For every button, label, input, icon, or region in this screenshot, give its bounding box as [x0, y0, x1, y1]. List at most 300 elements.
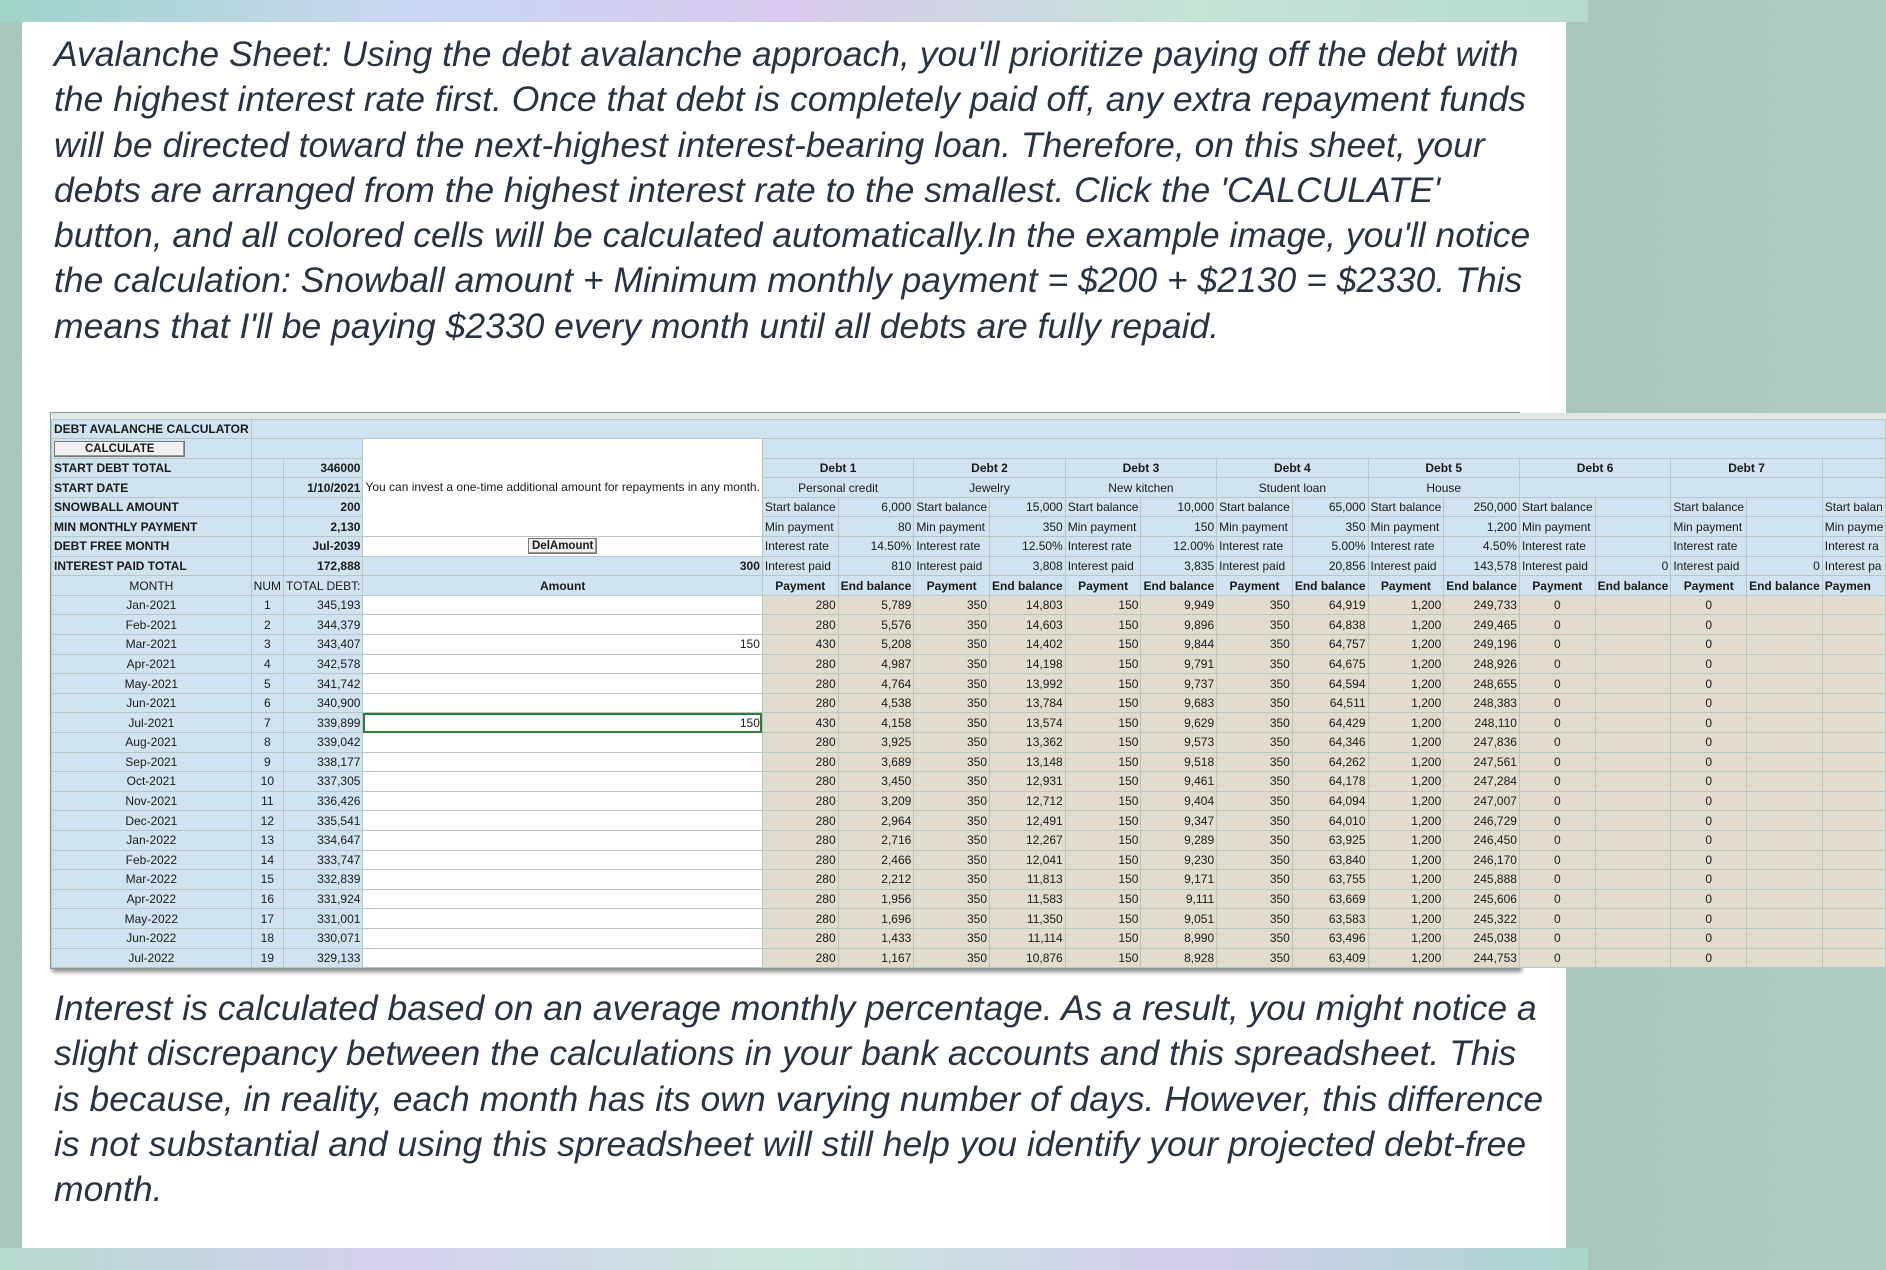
payment-cell: 0 [1671, 909, 1747, 929]
blank-cell [1822, 458, 1886, 478]
payment-cell: 350 [1217, 948, 1293, 968]
payment-cell: 0 [1519, 830, 1595, 850]
payment-cell: 0 [1519, 811, 1595, 831]
debt-field-value[interactable]: 3,808 [990, 556, 1066, 576]
debt-field-value[interactable]: 0 [1595, 556, 1671, 576]
num-cell: 9 [251, 752, 283, 772]
table-row [52, 693, 1886, 713]
summary-value[interactable]: 346000 [283, 458, 362, 478]
payment-cell: 350 [1217, 811, 1293, 831]
table-row [52, 830, 1886, 850]
debt-field-label: Start balance [1368, 497, 1444, 517]
amount-input-cell[interactable] [363, 615, 762, 635]
debt-field-value[interactable]: 0 [1747, 556, 1823, 576]
end-balance-cell: 63,583 [1292, 909, 1368, 929]
payment-cell: 350 [1217, 674, 1293, 694]
total-debt-cell: 331,001 [283, 909, 362, 929]
end-balance-cell: 245,888 [1444, 870, 1520, 890]
payment-cell: 0 [1519, 752, 1595, 772]
payment-cell: 0 [1671, 654, 1747, 674]
payment-cell: 0 [1519, 654, 1595, 674]
month-cell: Jul-2021 [52, 713, 252, 733]
end-balance-cell: 64,262 [1292, 752, 1368, 772]
blank-cell [1822, 752, 1886, 772]
amount-input-cell[interactable] [363, 595, 762, 615]
end-balance-cell [1595, 791, 1671, 811]
debt-field-label: Start balance [1065, 497, 1141, 517]
payment-cell: 280 [762, 693, 838, 713]
payment-cell: 1,200 [1368, 752, 1444, 772]
payment-cell: 350 [914, 635, 990, 655]
amount-input-cell[interactable] [363, 928, 762, 948]
summary-row [52, 556, 1886, 576]
end-balance-cell: 4,987 [838, 654, 914, 674]
payment-cell: 0 [1671, 850, 1747, 870]
end-balance-cell: 14,803 [990, 595, 1066, 615]
blank-cell [1822, 870, 1886, 890]
payment-cell: 150 [1065, 948, 1141, 968]
summary-row [52, 537, 1886, 557]
calculate-button[interactable]: CALCULATE [54, 441, 185, 457]
end-balance-cell: 9,289 [1141, 830, 1217, 850]
amount-input-cell[interactable] [363, 811, 762, 831]
debt-field-label: Interest rate [1217, 537, 1293, 557]
blank-cell [1822, 478, 1886, 498]
intro-paragraph: Avalanche Sheet: Using the debt avalanche approach, you'll prioritize paying off the debt with the highest interest rate first. Once that debt is completely paid off, any extra repayment funds will be directed toward the next-highest interest-bearing loan. Therefore, on this sheet, your debts are arranged from the highest interest rate to the smallest. Click the 'CALCULATE' button, and all colored cells will be calculated automatically.In the example image, you'll notice the calculation: Snowball amount + Minimum monthly payment = $200 + $2130 = $2330. This means that I'll be paying $2330 every month until all debts are fully repaid. [54, 34, 1531, 346]
table-row [52, 948, 1886, 968]
debt-field-value[interactable] [1747, 517, 1823, 537]
end-balance-cell [1747, 772, 1823, 792]
sheet-title: DEBT AVALANCHE CALCULATOR [52, 419, 252, 439]
debt-field-value[interactable]: 810 [838, 556, 914, 576]
amount-input-cell[interactable] [363, 733, 762, 753]
end-balance-cell: 244,753 [1444, 948, 1520, 968]
payment-cell: 1,200 [1368, 635, 1444, 655]
end-balance-cell: 248,926 [1444, 654, 1520, 674]
debt-field-value[interactable]: 12.00% [1141, 537, 1217, 557]
payment-cell: 0 [1519, 615, 1595, 635]
end-balance-cell [1747, 870, 1823, 890]
debt-field-value[interactable]: 1,200 [1444, 517, 1520, 537]
month-cell: Dec-2021 [52, 811, 252, 831]
total-debt-cell: 341,742 [283, 674, 362, 694]
table-row [52, 713, 1886, 733]
end-balance-cell: 9,171 [1141, 870, 1217, 890]
debt-field-value[interactable]: 6,000 [838, 497, 914, 517]
total-debt-cell: 333,747 [283, 850, 362, 870]
month-cell: Feb-2021 [52, 615, 252, 635]
amount-input-cell[interactable]: 150 [363, 635, 762, 655]
debt-field-label: Start balance [1217, 497, 1293, 517]
end-balance-cell: 13,362 [990, 733, 1066, 753]
payment-cell: 150 [1065, 830, 1141, 850]
end-balance-cell: 9,629 [1141, 713, 1217, 733]
payment-cell: 1,200 [1368, 791, 1444, 811]
payment-cell: 1,200 [1368, 830, 1444, 850]
month-cell: Mar-2022 [52, 870, 252, 890]
end-balance-cell [1747, 615, 1823, 635]
debt-field-label: Min payment [914, 517, 990, 537]
end-balance-cell: 3,450 [838, 772, 914, 792]
payment-cell: 350 [914, 830, 990, 850]
payment-cell: 0 [1671, 791, 1747, 811]
end-balance-cell [1747, 948, 1823, 968]
blank-cell [1822, 811, 1886, 831]
summary-value[interactable]: Jul-2039 [283, 537, 362, 557]
payment-cell: 150 [1065, 752, 1141, 772]
debt-field-value[interactable]: 350 [990, 517, 1066, 537]
num-cell: 17 [251, 909, 283, 929]
debt-field-value[interactable]: 4.50% [1444, 537, 1520, 557]
debt-field-value[interactable]: 80 [838, 517, 914, 537]
table-row [52, 674, 1886, 694]
end-balance-cell: 11,813 [990, 870, 1066, 890]
payment-cell: 150 [1065, 674, 1141, 694]
payment-cell: 280 [762, 615, 838, 635]
payment-cell: 0 [1671, 733, 1747, 753]
summary-row [52, 458, 1886, 478]
end-balance-cell [1747, 693, 1823, 713]
table-row [52, 889, 1886, 909]
month-cell: Aug-2021 [52, 733, 252, 753]
amount-input-cell[interactable] [363, 850, 762, 870]
debt-field-value[interactable]: 250,000 [1444, 497, 1520, 517]
debt-field-value[interactable] [1747, 537, 1823, 557]
debt-field-label: Interest paid [914, 556, 990, 576]
payment-cell: 150 [1065, 928, 1141, 948]
payment-cell: 0 [1671, 870, 1747, 890]
payment-cell: 0 [1671, 928, 1747, 948]
payment-cell: 0 [1519, 772, 1595, 792]
month-cell: Jan-2021 [52, 595, 252, 615]
month-cell: Nov-2021 [52, 791, 252, 811]
payment-cell: 0 [1519, 909, 1595, 929]
end-balance-cell: 8,990 [1141, 928, 1217, 948]
total-debt-cell: 334,647 [283, 830, 362, 850]
num-cell: 19 [251, 948, 283, 968]
end-balance-cell [1747, 889, 1823, 909]
end-balance-cell [1747, 830, 1823, 850]
amount-input-cell[interactable] [363, 791, 762, 811]
payment-cell: 150 [1065, 654, 1141, 674]
end-balance-cell: 9,051 [1141, 909, 1217, 929]
summary-value[interactable]: 200 [283, 497, 362, 517]
month-cell: Sep-2021 [52, 752, 252, 772]
column-label-row [52, 576, 1886, 596]
payment-cell: 150 [1065, 733, 1141, 753]
num-header: NUM [251, 576, 283, 596]
debt-title: Debt 5 [1368, 458, 1519, 478]
end-balance-cell [1595, 830, 1671, 850]
end-balance-header: End balance [838, 576, 914, 596]
payment-cell: 350 [914, 654, 990, 674]
invest-note: You can invest a one-time additional amount for repayments in any month. [363, 439, 762, 537]
debt-field-value[interactable] [1747, 497, 1823, 517]
end-balance-cell: 9,573 [1141, 733, 1217, 753]
table-row [52, 654, 1886, 674]
amount-header: Amount [363, 576, 762, 596]
debt-field-value[interactable]: 65,000 [1292, 497, 1368, 517]
blank-cell [1822, 928, 1886, 948]
debt-field-label: Interest rate [1519, 537, 1595, 557]
debt-field-label: Min payment [762, 517, 838, 537]
top-decor-band [0, 0, 1588, 22]
debt-field-value[interactable] [1595, 517, 1671, 537]
payment-cell: 350 [1217, 595, 1293, 615]
amount-input-cell[interactable] [363, 870, 762, 890]
payment-cell: 350 [914, 772, 990, 792]
payment-header: Payment [762, 576, 838, 596]
blank-cell [1822, 733, 1886, 753]
end-balance-cell [1747, 752, 1823, 772]
end-balance-cell: 64,010 [1292, 811, 1368, 831]
end-balance-cell [1747, 595, 1823, 615]
spreadsheet-screenshot [50, 412, 1884, 969]
end-balance-cell [1595, 733, 1671, 753]
total-debt-cell: 336,426 [283, 791, 362, 811]
month-cell: Apr-2021 [52, 654, 252, 674]
blank-cell [1822, 830, 1886, 850]
num-cell: 13 [251, 830, 283, 850]
debt-field-label: Start balance [1671, 497, 1747, 517]
end-balance-cell: 63,840 [1292, 850, 1368, 870]
calculate-row [52, 439, 1886, 459]
total-debt-cell: 331,924 [283, 889, 362, 909]
payment-cell: 350 [914, 928, 990, 948]
end-balance-cell: 4,538 [838, 693, 914, 713]
amount-input-cell[interactable] [363, 654, 762, 674]
payment-cell: 0 [1671, 674, 1747, 694]
debt-field-value[interactable]: 350 [1292, 517, 1368, 537]
end-balance-cell [1747, 674, 1823, 694]
content-card [22, 22, 1884, 1248]
end-balance-cell: 9,844 [1141, 635, 1217, 655]
total-debt-cell: 337,305 [283, 772, 362, 792]
debt-field-label: Start balance [762, 497, 838, 517]
summary-value[interactable]: 172,888 [283, 556, 362, 576]
debt-field-label: Interest paid [1065, 556, 1141, 576]
end-balance-cell: 3,689 [838, 752, 914, 772]
num-cell: 2 [251, 615, 283, 635]
payment-cell: 0 [1519, 850, 1595, 870]
end-balance-cell: 9,949 [1141, 595, 1217, 615]
debt-field-label: Interest rate [914, 537, 990, 557]
end-balance-cell: 9,111 [1141, 889, 1217, 909]
payment-cell: 350 [914, 850, 990, 870]
payment-cell: 0 [1519, 733, 1595, 753]
amount-input-cell[interactable] [363, 674, 762, 694]
debt-name [1671, 478, 1822, 498]
end-balance-cell [1747, 928, 1823, 948]
payment-cell: 150 [1065, 693, 1141, 713]
payment-cell: 150 [1065, 615, 1141, 635]
payment-cell: 350 [1217, 733, 1293, 753]
payment-header: Payment [1065, 576, 1141, 596]
num-cell: 3 [251, 635, 283, 655]
end-balance-cell: 13,992 [990, 674, 1066, 694]
end-balance-cell [1595, 948, 1671, 968]
payment-cell: 150 [1065, 595, 1141, 615]
debt-field-value[interactable]: 14.50% [838, 537, 914, 557]
end-balance-cell [1595, 850, 1671, 870]
payment-cell: 0 [1671, 948, 1747, 968]
end-balance-cell: 64,511 [1292, 693, 1368, 713]
num-cell: 12 [251, 811, 283, 831]
end-balance-cell: 1,696 [838, 909, 914, 929]
blank-cell [251, 537, 283, 557]
end-balance-cell: 64,757 [1292, 635, 1368, 655]
summary-label: DEBT FREE MONTH [52, 537, 252, 557]
end-balance-cell [1595, 693, 1671, 713]
blank-cell [1822, 635, 1886, 655]
payment-cell: 0 [1671, 595, 1747, 615]
debt-field-value[interactable] [1595, 537, 1671, 557]
blank-cell [1822, 693, 1886, 713]
debt-field-label: Start balan [1822, 497, 1886, 517]
debt-name: Personal credit [762, 478, 913, 498]
end-balance-cell: 249,196 [1444, 635, 1520, 655]
month-cell: Oct-2021 [52, 772, 252, 792]
debt-field-value[interactable]: 5.00% [1292, 537, 1368, 557]
end-balance-cell: 3,925 [838, 733, 914, 753]
payment-cell: 430 [762, 635, 838, 655]
payment-cell: 0 [1671, 713, 1747, 733]
end-balance-cell: 13,784 [990, 693, 1066, 713]
end-balance-cell: 64,346 [1292, 733, 1368, 753]
summary-row [52, 478, 1886, 498]
month-cell: Jul-2022 [52, 948, 252, 968]
num-cell: 11 [251, 791, 283, 811]
payment-cell: 1,200 [1368, 928, 1444, 948]
payment-cell: 350 [1217, 870, 1293, 890]
blank-cell [1822, 909, 1886, 929]
end-balance-cell: 2,466 [838, 850, 914, 870]
blank-cell [1822, 791, 1886, 811]
payment-cell: 350 [914, 791, 990, 811]
amount-input-cell[interactable] [363, 752, 762, 772]
amount-input-cell[interactable] [363, 889, 762, 909]
payment-cell: 350 [1217, 635, 1293, 655]
month-header: MONTH [52, 576, 252, 596]
end-balance-cell: 12,491 [990, 811, 1066, 831]
num-cell: 5 [251, 674, 283, 694]
debt-field-value[interactable]: 143,578 [1444, 556, 1520, 576]
end-balance-cell: 13,574 [990, 713, 1066, 733]
payment-cell: 280 [762, 830, 838, 850]
payment-cell: 350 [914, 615, 990, 635]
num-cell: 8 [251, 733, 283, 753]
month-cell: Jun-2022 [52, 928, 252, 948]
debt-name: Student loan [1217, 478, 1368, 498]
end-balance-cell: 64,675 [1292, 654, 1368, 674]
debt-field-value[interactable]: 150 [1141, 517, 1217, 537]
total-debt-cell: 345,193 [283, 595, 362, 615]
debt-field-value[interactable]: 3,835 [1141, 556, 1217, 576]
summary-value[interactable]: 2,130 [283, 517, 362, 537]
payment-cell: 1,200 [1368, 811, 1444, 831]
debt-field-label: Min payment [1065, 517, 1141, 537]
total-debt-cell: 343,407 [283, 635, 362, 655]
payment-cell: 350 [914, 948, 990, 968]
table-row [52, 595, 1886, 615]
bottom-decor-band [0, 1248, 1588, 1270]
end-balance-cell: 64,594 [1292, 674, 1368, 694]
blank-cell [251, 458, 283, 478]
end-balance-cell: 5,576 [838, 615, 914, 635]
payment-cell: 350 [914, 811, 990, 831]
end-balance-cell [1747, 733, 1823, 753]
end-balance-cell: 63,409 [1292, 948, 1368, 968]
debt-field-value[interactable] [1595, 497, 1671, 517]
end-balance-cell: 248,655 [1444, 674, 1520, 694]
total-debt-cell: 338,177 [283, 752, 362, 772]
debt-field-value[interactable]: 12.50% [990, 537, 1066, 557]
debt-field-value[interactable]: 15,000 [990, 497, 1066, 517]
blank-cell [1822, 889, 1886, 909]
amount-input-cell[interactable] [363, 830, 762, 850]
debt-field-value[interactable]: 10,000 [1141, 497, 1217, 517]
payment-cell: 1,200 [1368, 674, 1444, 694]
payment-cell: 1,200 [1368, 772, 1444, 792]
debt-field-label: Interest rate [1065, 537, 1141, 557]
end-balance-cell: 13,148 [990, 752, 1066, 772]
payment-cell: 280 [762, 870, 838, 890]
blank-cell [251, 419, 1886, 439]
table-row [52, 870, 1886, 890]
debt-title: Debt 3 [1065, 458, 1216, 478]
debt-field-label: Min payment [1671, 517, 1747, 537]
payment-cell: 0 [1671, 772, 1747, 792]
end-balance-cell [1747, 654, 1823, 674]
payment-cell: 150 [1065, 850, 1141, 870]
end-balance-cell: 9,683 [1141, 693, 1217, 713]
debt-field-value[interactable]: 20,856 [1292, 556, 1368, 576]
payment-cell: 350 [914, 693, 990, 713]
num-cell: 18 [251, 928, 283, 948]
payment-header: Payment [1217, 576, 1293, 596]
payment-cell: 0 [1519, 674, 1595, 694]
payment-cell: 0 [1519, 928, 1595, 948]
amount-input-cell[interactable]: 150 [363, 713, 762, 733]
debt-field-label: Interest pa [1822, 556, 1886, 576]
month-cell: Jun-2021 [52, 693, 252, 713]
amount-input-cell[interactable] [363, 772, 762, 792]
end-balance-cell: 8,928 [1141, 948, 1217, 968]
payment-cell: 0 [1671, 889, 1747, 909]
end-balance-cell: 12,267 [990, 830, 1066, 850]
payment-cell: 0 [1671, 830, 1747, 850]
payment-cell: 280 [762, 811, 838, 831]
amount-input-cell[interactable] [363, 693, 762, 713]
debt-title: Debt 2 [914, 458, 1065, 478]
amount-input-cell[interactable] [363, 948, 762, 968]
end-balance-cell: 10,876 [990, 948, 1066, 968]
del-amount-button[interactable]: DelAmount [528, 538, 597, 554]
payment-cell: 350 [914, 752, 990, 772]
payment-header: Paymen [1822, 576, 1886, 596]
end-balance-cell: 2,716 [838, 830, 914, 850]
summary-value[interactable]: 1/10/2021 [283, 478, 362, 498]
table-row [52, 635, 1886, 655]
payment-cell: 350 [1217, 909, 1293, 929]
table-row [52, 752, 1886, 772]
payment-cell: 0 [1519, 595, 1595, 615]
end-balance-header: End balance [1747, 576, 1823, 596]
month-cell: Feb-2022 [52, 850, 252, 870]
debt-name: Jewelry [914, 478, 1065, 498]
blank-cell [1822, 615, 1886, 635]
amount-input-cell[interactable] [363, 909, 762, 929]
